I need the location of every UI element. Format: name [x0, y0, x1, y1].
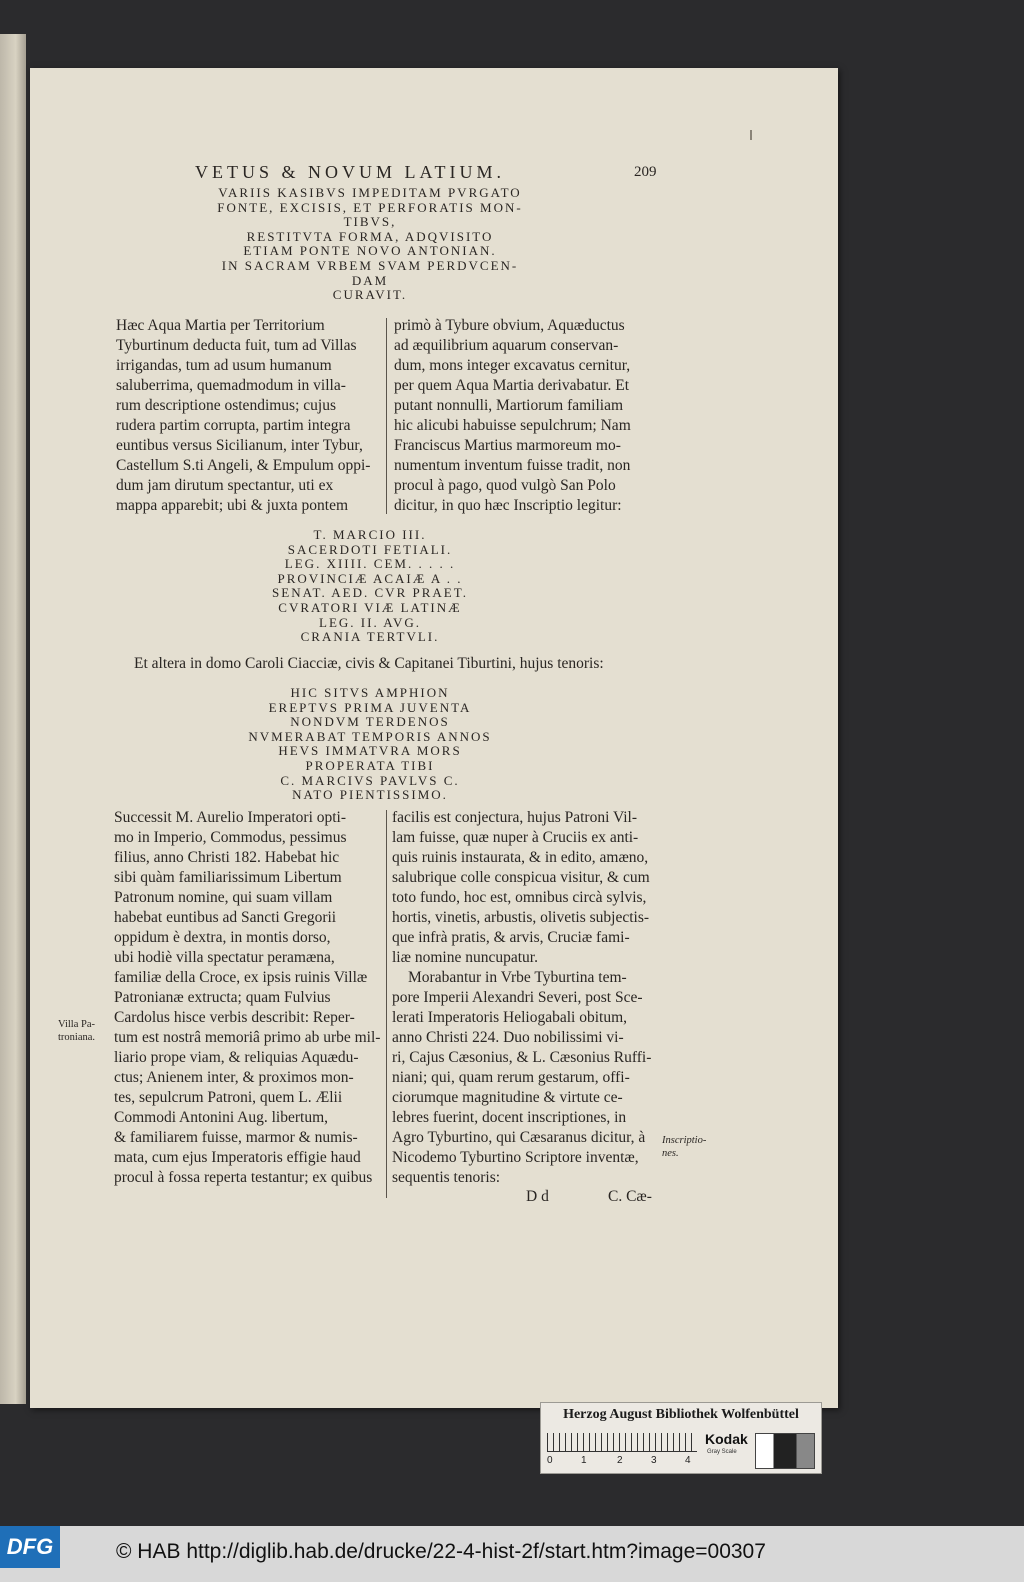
text-line: Tyburtinum deducta fuit, tum ad Villas	[116, 337, 357, 354]
inscription-line: NONDVM TERDENOS	[290, 714, 450, 730]
footer-bar	[0, 1526, 1024, 1582]
gray-scale-label: Gray Scale	[707, 1449, 737, 1455]
paragraph-2-right-column	[392, 808, 658, 1188]
dedication-line: CURAVIT.	[332, 287, 408, 303]
text-line: dicitur, in quo hæc Inscriptio legitur:	[394, 497, 622, 514]
scale-ruler	[547, 1433, 697, 1452]
inscription-line: PROVINCIÆ ACAIÆ A . .	[277, 570, 463, 586]
inscription-line: NATO PIENTISSIMO.	[292, 787, 448, 803]
text-line: Morabantur in Vrbe Tyburtina tem-	[408, 969, 627, 986]
book-page	[30, 68, 838, 1408]
text-line: lerati Imperatoris Heliogabali obitum,	[392, 1009, 628, 1026]
text-line: tum est nostrâ memoriâ primo ab urbe mil-	[114, 1029, 381, 1046]
text-line: primò à Tybure obvium, Aquæductus	[394, 317, 625, 334]
text-line: Castellum S.ti Angeli, & Empulum oppi-	[116, 457, 371, 474]
paragraph-2-left-column	[114, 808, 382, 1188]
text-line: tes, sepulcrum Patroni, quem L. Ælii	[114, 1089, 343, 1106]
text-line: Franciscus Martius marmoreum mo-	[394, 437, 621, 454]
text-line: salubrique colle conspicua visitur, & cum	[392, 869, 650, 886]
column-rule	[386, 810, 387, 1198]
signature-mark: D d	[526, 1188, 549, 1205]
text-line: Cardolus hisce verbis describit: Reper-	[114, 1009, 355, 1026]
text-line: facilis est conjectura, hujus Patroni Vil-	[392, 809, 638, 826]
page-number: 209	[634, 164, 657, 180]
text-line: procul à pago, quod vulgò San Polo	[394, 477, 616, 494]
text-line: dum jam dirutum spectantur, uti ex	[116, 477, 334, 494]
text-line: saluberrima, quemadmodum in villa-	[116, 377, 346, 394]
text-line: ciorumque magnitudine & virtute ce-	[392, 1089, 623, 1106]
text-line: Patronum nomine, qui suam villam	[114, 889, 333, 906]
text-line: & familiarem fuisse, marmor & numis-	[114, 1129, 358, 1146]
inscription-2	[150, 686, 590, 803]
text-line: pore Imperii Alexandri Severi, post Sce-	[392, 989, 643, 1006]
catchword: C. Cæ-	[608, 1188, 652, 1205]
inscription-line: LEG. XIIII. CEM. . . . .	[284, 556, 456, 572]
text-line: mappa apparebit; ubi & juxta pontem	[116, 497, 349, 514]
note-line: Inscriptio-	[662, 1135, 707, 1146]
text-line: per quem Aqua Martia derivabatur. Et	[394, 377, 630, 394]
gray-swatches	[755, 1433, 815, 1469]
copyright-url[interactable]: © HAB http://diglib.hab.de/drucke/22-4-hist-2f/start.htm?image=00307	[116, 1540, 766, 1563]
text-line: niani; qui, quam rerum gestarum, offi-	[392, 1069, 630, 1086]
text-line: procul à fossa reperta testantur; ex quibus	[114, 1169, 373, 1186]
text-line: Hæc Aqua Martia per Territorium	[116, 317, 325, 334]
text-line: filius, anno Christi 182. Habebat hic	[114, 849, 340, 866]
library-name: Herzog August Bibliothek Wolfenbüttel	[563, 1407, 799, 1422]
inscription-line: C. MARCIVS PAVLVS C.	[280, 772, 460, 788]
note-line: Villa Pa-	[58, 1019, 95, 1030]
paragraph-1-right-column	[394, 316, 660, 516]
dedication-line: TIBVS,	[343, 214, 397, 230]
text-line: ctus; Anienem inter, & proximos mon-	[114, 1069, 354, 1086]
page-mark	[750, 130, 752, 140]
inscription-line: NVMERABAT TEMPORIS ANNOS	[248, 728, 492, 744]
text-line: Patronianæ extructa; quam Fulvius	[114, 989, 331, 1006]
note-line: troniana.	[58, 1032, 96, 1043]
dedication-block	[150, 186, 590, 303]
text-line: habebat euntibus ad Sancti Gregorii	[114, 909, 337, 926]
text-line: hic alicubi habuisse sepulchrum; Nam	[394, 417, 631, 434]
text-line: quis ruinis instaurata, & in edito, amæno,	[392, 849, 649, 866]
text-line: lam fuisse, quæ nuper à Cruciis ex anti-	[392, 829, 639, 846]
text-line: que infrà pratis, & arvis, Cruciæ fami-	[392, 929, 630, 946]
text-line: lebres fuerint, docent inscriptiones, in	[392, 1109, 627, 1126]
kodak-label: Kodak	[705, 1431, 748, 1447]
text-line: putant nonnulli, Martiorum familiam	[394, 397, 624, 414]
text-line: Nicodemo Tyburtino Scriptore inventæ,	[392, 1149, 639, 1166]
inscription-line: LEG. II. AVG.	[319, 614, 421, 630]
inscription-line: HIC SITVS AMPHION	[290, 685, 450, 700]
dedication-line: IN SACRAM VRBEM SVAM PERDVCEN-	[221, 257, 519, 273]
text-line: sequentis tenoris:	[392, 1169, 501, 1186]
text-line: euntibus versus Sicilianum, inter Tybur,	[116, 437, 363, 454]
intro-line: Et altera in domo Caroli Ciacciæ, civis & Capitanei Tiburtini, hujus tenoris:	[134, 655, 604, 672]
text-line: mata, cum ejus Imperatoris effigie haud	[114, 1149, 361, 1166]
text-line: dum, mons integer excavatus cernitur,	[394, 357, 631, 374]
text-line: numentum inventum fuisse tradit, non	[394, 457, 631, 474]
text-line: ubi hodiè villa spectatur peramæna,	[114, 949, 335, 966]
text-line: irrigandas, tum ad usum humanum	[116, 357, 332, 374]
dedication-line: ETIAM PONTE NOVO ANTONIAN.	[243, 243, 497, 259]
ruler-number: 3	[651, 1455, 657, 1466]
running-head: VETUS & NOVUM LATIUM.	[195, 162, 505, 182]
paragraph-1-left-column	[116, 316, 382, 516]
previous-page-edge	[0, 34, 26, 1404]
text-line: ad æquilibrium aquarum conservan-	[394, 337, 619, 354]
dedication-line: DAM	[351, 272, 389, 288]
column-rule	[386, 318, 387, 514]
inscription-line: EREPTVS PRIMA JUVENTA	[268, 699, 472, 715]
dfg-logo: DFG	[0, 1526, 60, 1568]
text-line: liæ nomine nuncupatur.	[392, 949, 538, 966]
library-color-card	[540, 1402, 822, 1474]
text-line: sibi quàm familiarissimum Libertum	[114, 869, 342, 886]
text-line: hortis, vinetis, arbustis, olivetis subjectis-	[392, 909, 650, 926]
text-line: familiæ della Croce, ex ipsis ruinis Villæ	[114, 969, 368, 986]
margin-note-villa	[58, 1018, 95, 1044]
text-line: Commodi Antonini Aug. libertum,	[114, 1109, 328, 1126]
inscription-line: HEVS IMMATVRA MORS	[278, 743, 462, 759]
inscription-line: SENAT. AED. CVR PRAET.	[272, 585, 468, 601]
text-line: anno Christi 224. Duo nobilissimi vi-	[392, 1029, 624, 1046]
text-line: rudera partim corrupta, partim integra	[116, 417, 351, 434]
inscription-line: SACERDOTI FETIALI.	[287, 541, 453, 557]
ruler-number: 4	[685, 1455, 691, 1466]
margin-note-inscriptiones	[662, 1134, 706, 1160]
text-line: oppidum è dextra, in montis dorso,	[114, 929, 331, 946]
inscription-line: T. MARCIO III.	[313, 527, 427, 542]
text-line: liario prope viam, & reliquias Aquædu-	[114, 1049, 359, 1066]
inscription-1	[150, 528, 590, 645]
ruler-number: 2	[617, 1455, 623, 1466]
dedication-line: RESTITVTA FORMA, ADQVISITO	[246, 228, 494, 244]
ruler-number: 0	[547, 1455, 553, 1466]
text-line: ri, Cajus Cæsonius, & L. Cæsonius Ruffi-	[392, 1049, 652, 1066]
inscription-line: PROPERATA TIBI	[305, 757, 435, 773]
inscription-line: CRANIA TERTVLI.	[300, 629, 440, 645]
text-line: toto fundo, hoc est, omnibus circà sylvis,	[392, 889, 647, 906]
ruler-number: 1	[581, 1455, 587, 1466]
text-line: mo in Imperio, Commodus, pessimus	[114, 829, 347, 846]
text-line: rum descriptione ostendimus; cujus	[116, 397, 336, 414]
text-line: Successit M. Aurelio Imperatori opti-	[114, 809, 347, 826]
dedication-line: VARIIS KASIBVS IMPEDITAM PVRGATO	[218, 185, 522, 200]
note-line: nes.	[662, 1148, 679, 1159]
dedication-line: FONTE, EXCISIS, ET PERFORATIS MON-	[217, 199, 523, 215]
inscription-line: CVRATORI VIÆ LATINÆ	[278, 599, 462, 615]
text-line: Agro Tyburtino, qui Cæsaranus dicitur, à	[392, 1129, 646, 1146]
